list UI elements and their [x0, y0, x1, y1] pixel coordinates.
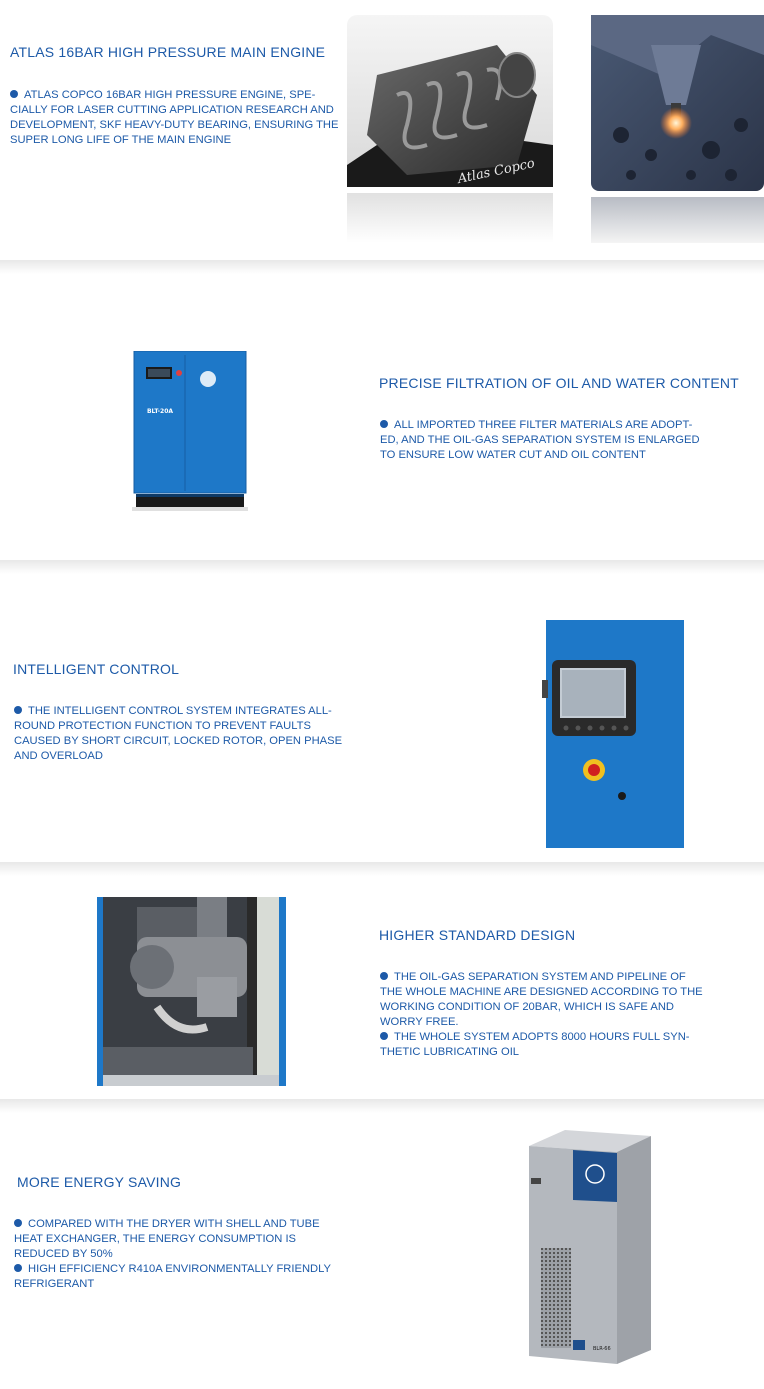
svg-text:BLR-66: BLR-66: [593, 1346, 611, 1352]
control-panel-image: [542, 620, 684, 848]
section-body: [380, 970, 710, 1060]
bullet-item: HIGH EFFICIENCY R410A ENVIRONMENTALLY FRIENDLY REFRIGERANT: [14, 1263, 331, 1290]
section-filtration: [0, 275, 764, 560]
bullet-item: THE OIL-GAS SEPARATION SYSTEM AND PIPELINE OF THE WHOLE MACHINE ARE DESIGNED ACCORDING TO THE WORKING CONDITION OF 20BAR, WHICH IS SAFE AND WORRY FREE.: [380, 971, 703, 1028]
bullet-item: ALL IMPORTED THREE FILTER MATERIALS ARE ADOPT- ED, AND THE OIL-GAS SEPARATION SYSTEM IS ENLARGED TO ENSURE LOW WATER CUT AND OIL CONTENT: [380, 419, 700, 461]
laser-cutting-image: [591, 15, 764, 243]
bullet-item: ATLAS COPCO 16BAR HIGH PRESSURE ENGINE, SPE- CIALLY FOR LASER CUTTING APPLICATION RESEARCH AND DEVELOPMENT, SKF HEAVY-DUTY BEARING, ENSURING THE SUPER LONG LIFE OF THE MAIN ENGINE: [10, 89, 339, 146]
bullet-icon: [10, 90, 18, 98]
section-intelligent-control: [0, 575, 764, 862]
bullet-icon: [14, 1264, 22, 1272]
svg-text:BLT-20A: BLT-20A: [146, 408, 174, 415]
section-title: INTELLIGENT CONTROL: [13, 661, 180, 677]
section-title: MORE ENERGY SAVING: [17, 1174, 182, 1190]
svg-text:Atlas Copco: Atlas Copco: [456, 156, 537, 188]
atlas-engine-image: [347, 15, 553, 245]
bullet-item: THE INTELLIGENT CONTROL SYSTEM INTEGRATES ALL-ROUND PROTECTION FUNCTION TO PREVENT FAULTS CAUSED BY SHORT CIRCUIT, LOCKED ROTOR, OPEN PHASE AND OVERLOAD: [14, 705, 343, 762]
bullet-icon: [380, 420, 388, 428]
section-body: [14, 1217, 344, 1292]
internal-structure-image: [97, 897, 286, 1086]
section-title: PRECISE FILTRATION OF OIL AND WATER CONTENT: [379, 375, 739, 391]
section-body: [10, 88, 340, 148]
bullet-icon: [14, 706, 22, 714]
section-divider: [0, 862, 764, 876]
section-title: ATLAS 16BAR HIGH PRESSURE MAIN ENGINE: [10, 44, 326, 60]
section-title: HIGHER STANDARD DESIGN: [379, 927, 576, 943]
section-body: [14, 704, 354, 764]
section-higher-standard: [0, 877, 764, 1099]
bullet-icon: [380, 972, 388, 980]
section-divider: [0, 260, 764, 274]
compressor-image: [132, 351, 248, 511]
dryer-image: [525, 1128, 655, 1368]
section-atlas-engine: [0, 0, 764, 260]
bullet-item: COMPARED WITH THE DRYER WITH SHELL AND TUBE HEAT EXCHANGER, THE ENERGY CONSUMPTION IS REDUCED BY 50%: [14, 1218, 320, 1260]
section-divider: [0, 1099, 764, 1113]
section-energy-saving: [0, 1114, 764, 1389]
bullet-icon: [380, 1032, 388, 1040]
section-divider: [0, 560, 764, 574]
bullet-item: THE WHOLE SYSTEM ADOPTS 8000 HOURS FULL SYN- THETIC LUBRICATING OIL: [380, 1031, 690, 1058]
section-body: [380, 418, 710, 463]
bullet-icon: [14, 1219, 22, 1227]
